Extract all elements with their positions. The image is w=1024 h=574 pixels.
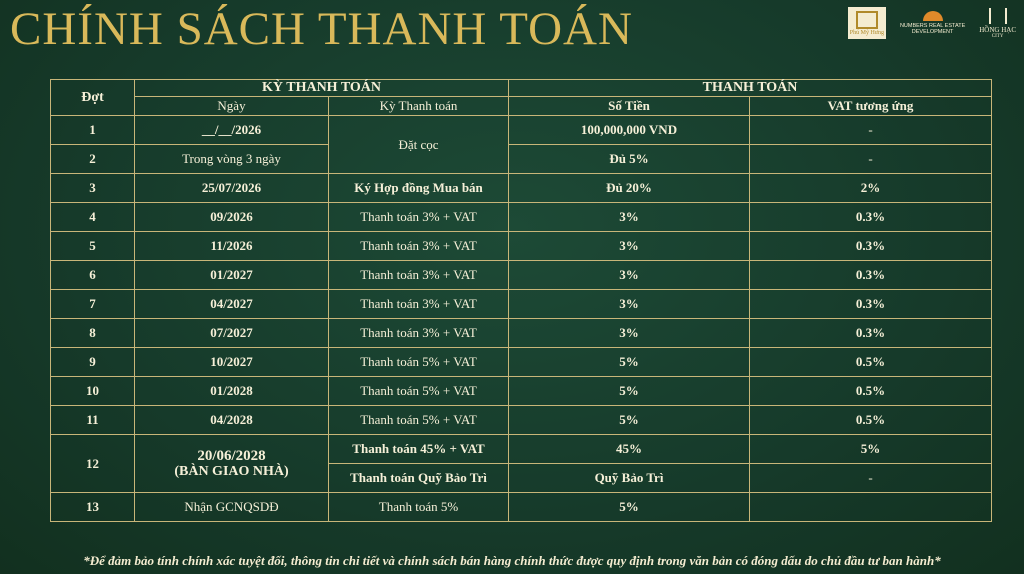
cell-ky: Thanh toán 3% + VAT: [329, 290, 509, 319]
cell-vat: 5%: [750, 435, 992, 464]
table-row: [51, 174, 992, 203]
cell-vat: 0.3%: [750, 232, 992, 261]
cell-dot: 12: [51, 435, 135, 493]
cell-dot: 8: [51, 319, 135, 348]
cell-vat: -: [750, 116, 992, 145]
table-row: [51, 145, 992, 174]
cell-dot: 11: [51, 406, 135, 435]
table-row: [51, 435, 992, 464]
header-vat: VAT tương ứng: [750, 97, 992, 116]
cell-ngay: Nhận GCNQSDĐ: [135, 493, 329, 522]
cell-vat: 0.5%: [750, 406, 992, 435]
cell-tien: 3%: [509, 319, 750, 348]
cell-ngay: __/__/2026: [135, 116, 329, 145]
table-row: [51, 116, 992, 145]
cell-ngay: 09/2026: [135, 203, 329, 232]
table-row: [51, 290, 992, 319]
payment-schedule-table: [50, 79, 992, 522]
cell-dot: 10: [51, 377, 135, 406]
cell-tien: 5%: [509, 406, 750, 435]
cell-ky: Thanh toán 45% + VAT: [329, 435, 509, 464]
cell-tien: 5%: [509, 377, 750, 406]
page-title: CHÍNH SÁCH THANH TOÁN: [10, 3, 633, 55]
subheader-row: [51, 97, 992, 116]
cell-tien: 45%: [509, 435, 750, 464]
cell-tien: 3%: [509, 290, 750, 319]
cell-vat: -: [750, 464, 992, 493]
cell-dot: 2: [51, 145, 135, 174]
cell-ngay: 04/2028: [135, 406, 329, 435]
table-row: [51, 319, 992, 348]
cell-ngay: 11/2026: [135, 232, 329, 261]
table-row: [51, 348, 992, 377]
cell-ky: Đặt cọc: [329, 116, 509, 174]
header-dot: Đợt: [51, 80, 135, 116]
cell-dot: 13: [51, 493, 135, 522]
cell-tien: 5%: [509, 348, 750, 377]
cell-ky: Thanh toán 3% + VAT: [329, 319, 509, 348]
table-row: [51, 203, 992, 232]
cell-dot: 1: [51, 116, 135, 145]
cell-ky: Thanh toán 3% + VAT: [329, 232, 509, 261]
cell-ky: Thanh toán 5% + VAT: [329, 406, 509, 435]
cell-tien: 100,000,000 VND: [509, 116, 750, 145]
cell-vat: 0.3%: [750, 261, 992, 290]
header-ky: Kỳ Thanh toán: [329, 97, 509, 116]
cell-ngay: 20/06/2028 (BÀN GIAO NHÀ): [135, 435, 329, 493]
cell-ky: Thanh toán Quỹ Bảo Trì: [329, 464, 509, 493]
cell-ky: Thanh toán 5%: [329, 493, 509, 522]
cell-ngay: 07/2027: [135, 319, 329, 348]
cell-ngay: 25/07/2026: [135, 174, 329, 203]
header-ky-thanh-toan: KỲ THANH TOÁN: [135, 80, 509, 97]
cell-ngay: 01/2028: [135, 377, 329, 406]
cell-ky: Thanh toán 3% + VAT: [329, 203, 509, 232]
cell-vat: -: [750, 145, 992, 174]
cell-ky: Ký Hợp đồng Mua bán: [329, 174, 509, 203]
cell-tien: 3%: [509, 203, 750, 232]
cell-ky: Thanh toán 3% + VAT: [329, 261, 509, 290]
header-thanh-toan: THANH TOÁN: [509, 80, 992, 97]
table-row: [51, 232, 992, 261]
cell-tien: 5%: [509, 493, 750, 522]
table-row: [51, 377, 992, 406]
cell-vat: 0.3%: [750, 319, 992, 348]
cell-ngay: Trong vòng 3 ngày: [135, 145, 329, 174]
logo-strip: [848, 4, 1016, 42]
disclaimer-note: *Để đảm bảo tính chính xác tuyệt đối, thông tin chi tiết và chính sách bán hàng chính thức được quy định trong văn bản có đóng dấu do chủ đầu tư ban hành*: [83, 553, 941, 568]
cell-vat: 0.3%: [750, 203, 992, 232]
cell-ngay: 04/2027: [135, 290, 329, 319]
cell-tien: 3%: [509, 261, 750, 290]
cell-dot: 6: [51, 261, 135, 290]
header-so-tien: Số Tiền: [509, 97, 750, 116]
cell-dot: 5: [51, 232, 135, 261]
table-row: [51, 261, 992, 290]
cell-tien: Đủ 5%: [509, 145, 750, 174]
cell-dot: 3: [51, 174, 135, 203]
cell-vat: [750, 493, 992, 522]
header-ngay: Ngày: [135, 97, 329, 116]
cell-vat: 0.3%: [750, 290, 992, 319]
cell-vat: 0.5%: [750, 377, 992, 406]
cell-vat: 0.5%: [750, 348, 992, 377]
table-row: [51, 493, 992, 522]
table-row: [51, 406, 992, 435]
cell-ngay: 01/2027: [135, 261, 329, 290]
cell-dot: 4: [51, 203, 135, 232]
cell-tien: Quỹ Bảo Trì: [509, 464, 750, 493]
numbers-logo: NUMBERS REAL ESTATE DEVELOPMENT: [900, 11, 965, 35]
header-row: [51, 80, 992, 97]
cell-dot: 9: [51, 348, 135, 377]
cell-tien: 3%: [509, 232, 750, 261]
cell-ngay: 10/2027: [135, 348, 329, 377]
cell-ky: Thanh toán 5% + VAT: [329, 377, 509, 406]
phu-my-hung-logo: Phú Mỹ Hưng: [848, 7, 886, 39]
cell-dot: 7: [51, 290, 135, 319]
hong-hac-logo: HỒNG HẠC CITY: [979, 8, 1016, 39]
cell-ky: Thanh toán 5% + VAT: [329, 348, 509, 377]
cell-tien: Đủ 20%: [509, 174, 750, 203]
cell-vat: 2%: [750, 174, 992, 203]
